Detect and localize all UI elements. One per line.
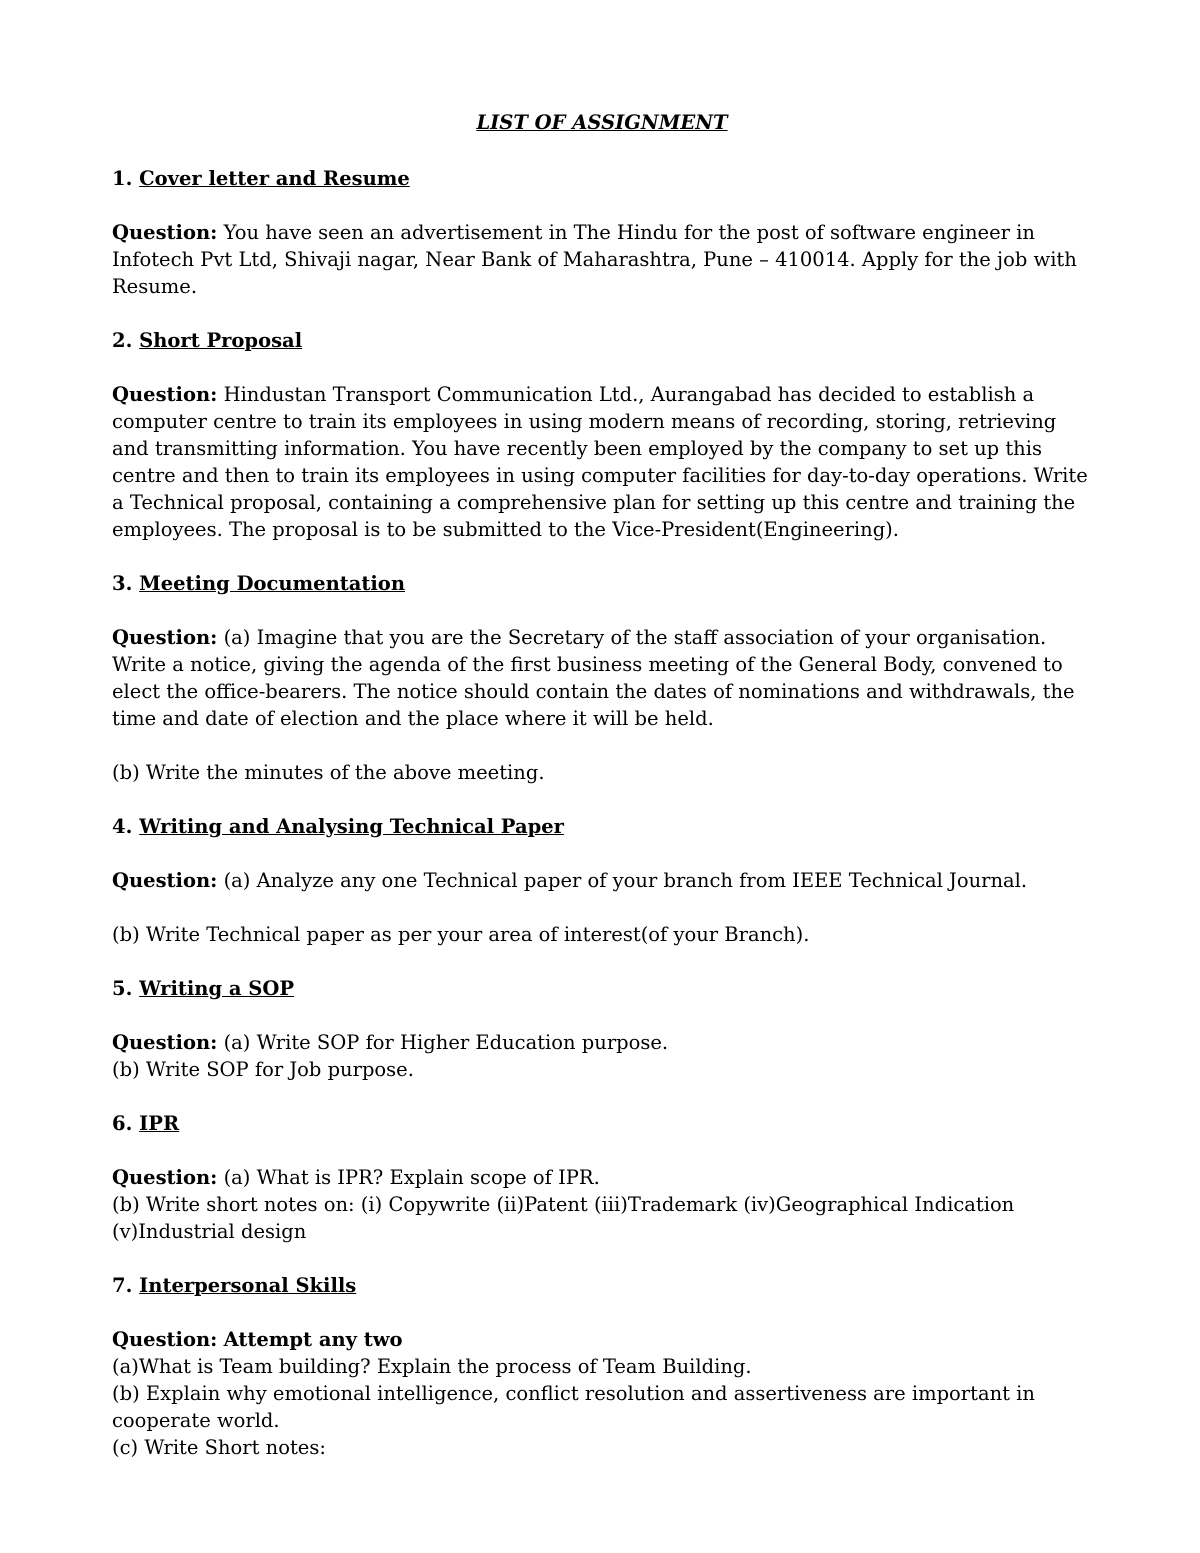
question-label: Question: [112, 1328, 218, 1351]
question-subpart: (c) Write Short notes: [112, 1436, 326, 1459]
question-label: Question: [112, 221, 218, 244]
question-text: (a) Imagine that you are the Secretary of the staff association of your organisation. Write a notice, giving the agenda of the first business meeting of the General Body, convened to elect the office-bearers. The notice should contain the dates of nominations and withdrawals, the time and date of election and the place where it will be held. [112, 626, 1075, 730]
question-text: You have seen an advertisement in The Hindu for the post of software engineer in Infotech Pvt Ltd, Shivaji nagar, Near Bank of Maharashtra, Pune – 410014. Apply for the job with Resume. [112, 221, 1077, 298]
section-number: 6. [112, 1112, 133, 1135]
question-paragraph [112, 867, 1092, 894]
section-number: 7. [112, 1274, 133, 1297]
question-subpart: (a)What is Team building? Explain the process of Team Building. [112, 1355, 752, 1378]
question-label: Question: [112, 626, 218, 649]
section-heading [112, 570, 1092, 597]
section-title: Cover letter and Resume [139, 167, 410, 190]
section-heading [112, 1272, 1092, 1299]
question-text: Hindustan Transport Communication Ltd., Aurangabad has decided to establish a computer centre to train its employees in using modern means of recording, storing, retrieving and transmitting information. You have recently been employed by the company to set up this centre and then to train its employees in using computer facilities for day-to-day operations. Write a Technical proposal, containing a comprehensive plan for setting up this centre and training the employees. The proposal is to be submitted to the Vice-President(Engineering). [112, 383, 1088, 541]
question-text: (a) Analyze any one Technical paper of your branch from IEEE Technical Journal. [223, 869, 1028, 892]
question-label: Question: [112, 1166, 218, 1189]
section-title: Interpersonal Skills [139, 1274, 357, 1297]
question-subpart: (b) Write the minutes of the above meeting. [112, 761, 545, 784]
section-title: Writing a SOP [139, 977, 295, 1000]
question-paragraph [112, 624, 1092, 732]
question-paragraph [112, 219, 1092, 300]
document-title: LIST OF ASSIGNMENT [476, 111, 728, 134]
section-title: Meeting Documentation [139, 572, 405, 595]
question-paragraph [112, 1164, 1092, 1191]
section-heading [112, 813, 1092, 840]
section-heading [112, 165, 1092, 192]
section-number: 5. [112, 977, 133, 1000]
question-paragraph [112, 1326, 1092, 1353]
question-label: Question: [112, 1031, 218, 1054]
question-paragraph [112, 381, 1092, 543]
question-text: (a) What is IPR? Explain scope of IPR. [223, 1166, 600, 1189]
question-subpart: (b) Write short notes on: (i) Copywrite (ii)Patent (iii)Trademark (iv)Geographical Indication (v)Industrial design [112, 1193, 1015, 1243]
question-instruction: Attempt any two [223, 1328, 403, 1351]
section-title: IPR [139, 1112, 180, 1135]
section-number: 4. [112, 815, 133, 838]
question-subpart: (b) Explain why emotional intelligence, conflict resolution and assertiveness are important in cooperate world. [112, 1382, 1035, 1432]
section-heading [112, 1110, 1092, 1137]
document-page [112, 109, 1092, 1461]
question-label: Question: [112, 869, 218, 892]
question-subpart: (b) Write Technical paper as per your area of interest(of your Branch). [112, 923, 810, 946]
section-number: 2. [112, 329, 133, 352]
section-number: 1. [112, 167, 133, 190]
question-label: Question: [112, 383, 218, 406]
section-heading [112, 975, 1092, 1002]
section-title: Short Proposal [139, 329, 303, 352]
section-number: 3. [112, 572, 133, 595]
section-title: Writing and Analysing Technical Paper [139, 815, 564, 838]
question-subpart: (b) Write SOP for Job purpose. [112, 1058, 414, 1081]
question-text: (a) Write SOP for Higher Education purpose. [223, 1031, 669, 1054]
section-heading [112, 327, 1092, 354]
question-paragraph [112, 1029, 1092, 1056]
